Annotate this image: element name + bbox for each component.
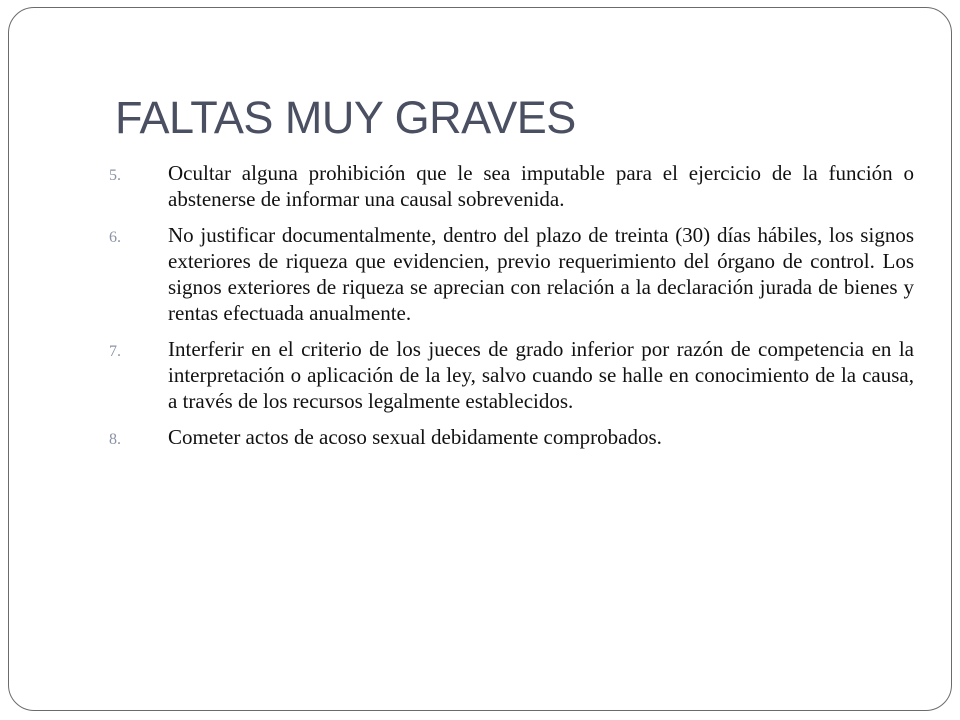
- item-text: Ocultar alguna prohibición que le sea imputable para el ejercicio de la función o abstenerse de informar una causal sobrevenida.: [168, 161, 914, 211]
- item-number: 5.: [109, 167, 121, 184]
- item-number: 8.: [109, 431, 121, 448]
- item-text: Cometer actos de acoso sexual debidamente comprobados.: [168, 425, 662, 449]
- slide-frame: [8, 7, 952, 711]
- list-item: [109, 424, 914, 453]
- slide-title: FALTAS MUY GRAVES: [115, 92, 576, 143]
- faltas-list: [109, 160, 914, 463]
- item-text: No justificar documentalmente, dentro del plazo de treinta (30) días hábiles, los signos exteriores de riqueza que evidencien, previo requerimiento del órgano de control. Los signos exteriores de riqueza se aprecian con relación a la declaración jurada de bienes y rentas efectuada anualmente.: [168, 223, 914, 325]
- item-number: 6.: [109, 229, 121, 246]
- item-text: Interferir en el criterio de los jueces de grado inferior por razón de competencia en la interpretación o aplicación de la ley, salvo cuando se halle en conocimiento de la causa, a través de los recursos legalmente establecidos.: [168, 337, 914, 413]
- list-item: [109, 222, 914, 326]
- list-item: [109, 160, 914, 212]
- item-number: 7.: [109, 343, 121, 360]
- list-item: [109, 336, 914, 414]
